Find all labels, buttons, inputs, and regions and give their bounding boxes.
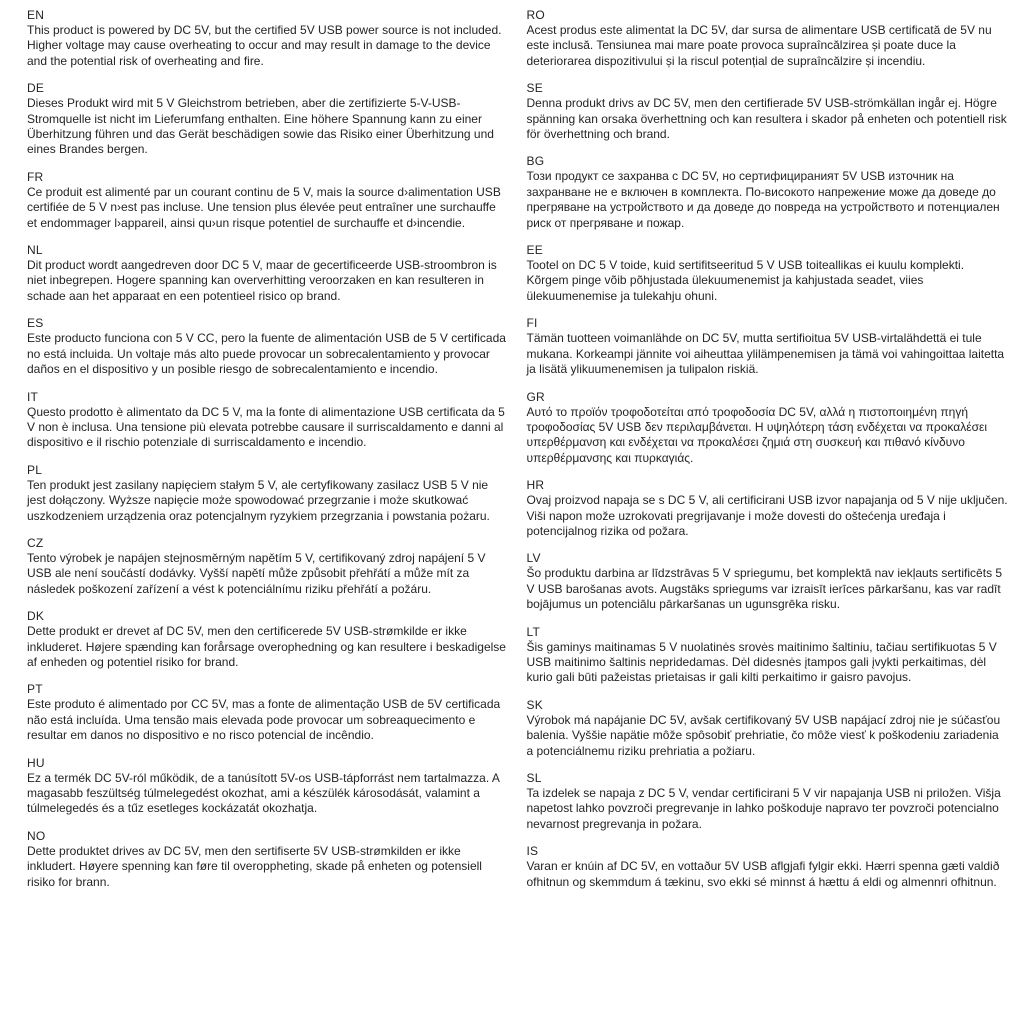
warning-text: Este produto é alimentado por CC 5V, mas a fonte de alimentação USB de 5V certificada não está incluída. Uma tensão mais elevada pode provocar um sobreaquecimento e resultar em danos no dispositivo e no risco potencial de incêndio.: [27, 697, 501, 743]
warning-text: Tämän tuotteen voimanlähde on DC 5V, mutta sertifioitua 5V USB-virtalähdettä ei tule mukana. Korkeampi jännite voi aiheuttaa ylilämpenemisen ja tämä voi vahingoittaa laitetta ja lisätä ylikuumenemisen ja tulipalon riskiä.: [526, 331, 1005, 377]
language-section-nl: [27, 243, 509, 304]
warning-text: Denna produkt drivs av DC 5V, men den certifierade 5V USB-strömkällan ingår ej. Högre spänning kan orsaka överhettning och kan resultera i skador på enheten och potentiell risk för överhettning och brand.: [526, 96, 1007, 142]
language-section-bg: [527, 154, 1009, 231]
warning-text: Ten produkt jest zasilany napięciem stałym 5 V, ale certyfikowany zasilacz USB 5 V nie jest dołączony. Wyższe napięcie może spowodować przegrzanie i może skutkować uszkodzeniem urządzenia oraz potencjalnym ryzykiem przegrzania i powstania pożaru.: [27, 477, 490, 523]
language-code: EE: [526, 243, 543, 258]
language-section-sk: [527, 698, 1009, 759]
language-section-hr: [527, 478, 1009, 539]
warning-text: Dieses Produkt wird mit 5 V Gleichstrom betrieben, aber die zertifizierte 5-V-USB-Stromquelle ist nicht im Lieferumfang enthalten. Eine höhere Spannung kann zu einer Überhitzung führen und das Gerät beschädigen sowie das Risiko einer Überhitzung und eines Brandes bergen.: [27, 96, 494, 157]
language-code: RO: [526, 8, 545, 22]
warning-text: Tootel on DC 5 V toide, kuid sertifitseeritud 5 V USB toiteallikas ei kuulu komplekti. Kõrgem pinge võib põhjustada ülekuumenemist ja kahjustada seadet, viies ülekuumenemise ja tulekahju ohuni.: [526, 258, 965, 303]
language-section-de: [27, 81, 509, 158]
language-code: PT: [27, 682, 43, 697]
language-code: LV: [526, 551, 541, 566]
language-code: NO: [27, 828, 46, 843]
warning-text: Tento výrobek je napájen stejnosměrným napětím 5 V, certifikovaný zdroj napájení 5 V USB ale není součástí dodávky. Vyšší napětí může způsobit přehřátí a může mít za následek poškození zařízení a vést k potenciálnímu riziku přehřátí a požáru.: [27, 550, 486, 596]
warning-text: Este producto funciona con 5 V CC, pero la fuente de alimentación USB de 5 V certificada no está incluida. Un voltaje más alto puede provocar un sobrecalentamiento y provocar daños en el dispositivo y un posible riesgo de sobrecalentamiento e incendio.: [27, 331, 506, 377]
language-section-dk: [27, 609, 509, 670]
language-section-se: [527, 81, 1009, 142]
warning-text: Výrobok má napájanie DC 5V, avšak certifikovaný 5V USB napájací zdroj nie je súčasťou balenia. Vyššie napätie môže spôsobiť prehriatie, čo môže viesť k poškodeniu zariadenia a potenciálnemu riziku prehriatia a požiaru.: [526, 712, 1001, 758]
language-section-cz: [27, 536, 509, 597]
language-section-pl: [27, 463, 509, 524]
language-code: IS: [526, 844, 539, 859]
warning-text: Varan er knúin af DC 5V, en vottaður 5V USB aflgjafi fylgir ekki. Hærri spenna gæti valdið ofhitnun og skemmdum á tækinu, svo ekki sé minnst á hættu á eldi og almennri ofhitnun.: [526, 859, 1000, 889]
warning-text: Dette produktet drives av DC 5V, men den sertifiserte 5V USB-strømkilden er ikke inkludert. Høyere spenning kan føre til overoppheting, skade på enheten og potensiell risiko for brann.: [27, 843, 482, 889]
language-section-ro: [527, 8, 1009, 69]
language-code: PL: [27, 462, 43, 477]
warning-text: This product is powered by DC 5V, but the certified 5V USB power source is not included. Higher voltage may cause overheating to occur and may result in damage to the device and the potential risk of overheating and fire.: [27, 23, 502, 68]
language-code: FI: [526, 316, 538, 331]
language-section-fi: [527, 316, 1009, 377]
language-section-es: [27, 316, 509, 377]
warning-text: Ez a termék DC 5V-ról működik, de a tanúsított 5V-os USB-tápforrást nem tartalmazza. A magasabb feszültség túlmelegedést okozhat, ami a készülék károsodását, valamint a túlmelegedés és a tűz esetleges kockázatát okozhatja.: [27, 770, 500, 816]
language-section-gr: [527, 390, 1009, 467]
language-code: GR: [526, 389, 545, 404]
warning-text: Šis gaminys maitinamas 5 V nuolatinės srovės maitinimo šaltiniu, tačiau sertifikuotas 5 V USB maitinimo šaltinis nepridedamas. Dėl didesnės įtampos gali įvykti perkaitimas, dėl kurio gali būti pažeistas prietaisas ir gali kilti perkaitimo ir gaisro pavojus.: [526, 639, 997, 685]
language-section-ee: [527, 243, 1009, 304]
language-section-lt: [527, 625, 1009, 686]
warning-text: Ta izdelek se napaja z DC 5 V, vendar certificirani 5 V vir napajanja USB ni priložen. Višja napetost lahko povzroči pregrevanje in lahko poškoduje napravo ter povzroči potencialno nevarnost pregrevanja in požara.: [526, 786, 1001, 831]
left-column: [27, 8, 509, 1024]
language-section-it: [27, 390, 509, 451]
language-code: SL: [526, 771, 542, 785]
warning-text: Dit product wordt aangedreven door DC 5 V, maar de gecertificeerde USB-stroombron is niet inbegrepen. Hogere spanning kan oververhitting veroorzaken en kan resulteren in schade aan het apparaat en een potentieel risico op brand.: [27, 258, 497, 303]
language-section-pt: [27, 682, 509, 743]
language-section-en: [27, 8, 509, 69]
language-code: NL: [27, 243, 43, 258]
language-code: ES: [27, 316, 44, 331]
language-code: SE: [526, 81, 543, 96]
language-code: LT: [526, 624, 541, 639]
right-column: [527, 8, 1009, 1024]
language-code: HU: [27, 755, 45, 770]
language-code: SK: [526, 697, 543, 712]
warning-text: Dette produkt er drevet af DC 5V, men den certificerede 5V USB-strømkilde er ikke inkluderet. Højere spænding kan forårsage overophedning og kan resultere i beskadigelse af enheden og potentiel risiko for brand.: [27, 624, 506, 669]
language-section-hu: [27, 756, 509, 817]
warning-text: Ovaj proizvod napaja se s DC 5 V, ali certificirani USB izvor napajanja od 5 V nije uključen. Viši napon može uzrokovati pregrijavanje i može dovesti do oštećenja uređaja i potencijalnog rizika od požara.: [526, 493, 1008, 538]
warning-text: Този продукт се захранва с DC 5V, но сертифицираният 5V USB източник на захранване не е включен в комплекта. По-високото напрежение може да доведе до прегряване на устройството и да доведе до повреда на устройството и потенциален риск от прегряване и пожар.: [526, 169, 1000, 230]
language-code: CZ: [27, 535, 44, 550]
language-section-no: [27, 829, 509, 890]
warning-text: Acest produs este alimentat la DC 5V, dar sursa de alimentare USB certificată de 5V nu este inclusă. Tensiunea mai mare poate provoca supraîncălzirea și poate duce la deteriorarea dispozitivului și la riscul potențial de supraîncălzire și incendiu.: [526, 23, 992, 68]
language-section-lv: [527, 551, 1009, 612]
language-code: DK: [27, 609, 45, 624]
language-code: HR: [526, 478, 545, 493]
warning-text: Αυτό το προϊόν τροφοδοτείται από τροφοδοσία DC 5V, αλλά η πιστοποιημένη πηγή τροφοδοσίας 5V USB δεν περιλαμβάνεται. Η υψηλότερη τάση ενδέχεται να προκαλέσει υπερθέρμανση και ενδέχεται να προκαλέσει ζημιά στη συσκευή και πιθανό κίνδυνο υπερθέρμανσης και πυρκαγιάς.: [526, 404, 987, 465]
language-code: EN: [27, 8, 45, 22]
language-section-sl: [527, 771, 1009, 832]
warning-text: Ce produit est alimenté par un courant continu de 5 V, mais la source d›alimentation USB certifiée de 5 V n›est pas incluse. Une tension plus élevée peut entraîner une surchauffe et endommager l›appareil, ainsi qu›un risque potentiel de surchauffe et d›incendie.: [27, 184, 501, 230]
language-section-is: [527, 844, 1009, 890]
language-code: BG: [526, 154, 545, 169]
warning-text: Questo prodotto è alimentato da DC 5 V, ma la fonte di alimentazione USB certificata da 5 V non è inclusa. Una tensione più elevata potrebbe causare il surriscaldamento e danni al dispositivo e il rischio potenziale di surriscaldamento e incendio.: [27, 404, 505, 450]
language-section-fr: [27, 170, 509, 231]
language-code: FR: [27, 169, 44, 184]
language-code: IT: [27, 389, 39, 404]
warning-text: Šo produktu darbina ar līdzstrāvas 5 V spriegumu, bet komplektā nav iekļauts sertificēts 5 V USB barošanas avots. Augstāks spriegums var izraisīt ierīces pārkaršanu, kas var radīt bojājumus un potenciālu pārkaršanas un ugunsgrēka risku.: [526, 566, 1003, 612]
language-code: DE: [27, 81, 45, 96]
